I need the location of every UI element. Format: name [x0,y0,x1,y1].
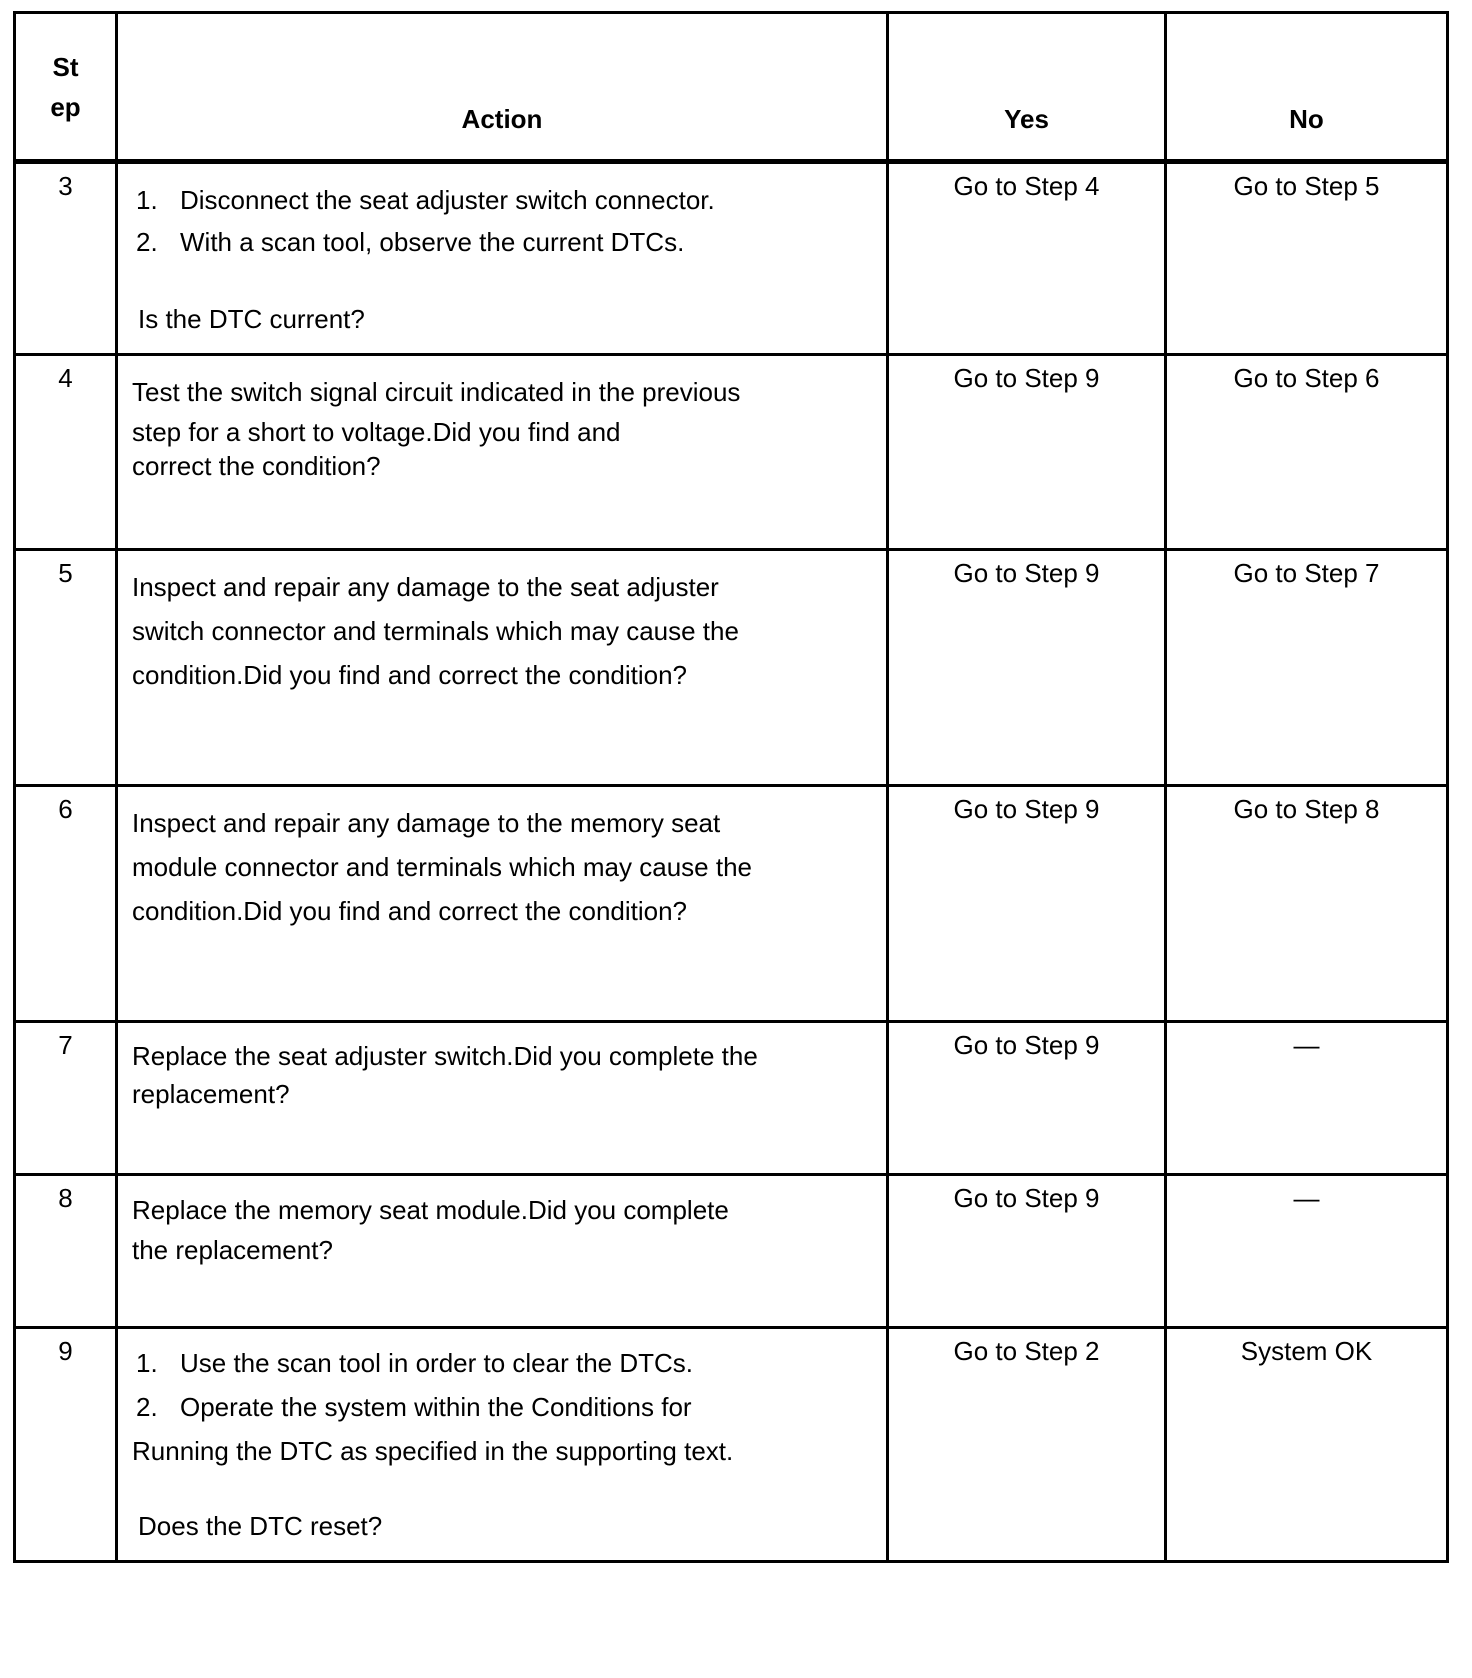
list-text: Operate the system within the Conditions for [180,1392,692,1422]
yes-cell [888,1175,1166,1328]
list-number: 1. [136,1348,158,1378]
action-cell [117,162,888,355]
table-row [15,786,1448,1022]
action-text-line: Inspect and repair any damage to the memory seat [132,808,721,838]
yes-result: Go to Step 9 [953,794,1100,824]
step-number: 9 [15,1328,117,1562]
action-question: Is the DTC current? [138,304,365,334]
yes-result: Go to Step 9 [953,363,1100,393]
no-result: — [1293,1030,1320,1060]
step-number: 4 [15,355,117,550]
no-column-header: No [1166,13,1448,162]
yes-column-header: Yes [888,13,1166,162]
action-text-line: Inspect and repair any damage to the seat adjuster [132,572,719,602]
list-number: 2. [136,227,158,257]
yes-cell [888,550,1166,786]
list-text: Use the scan tool in order to clear the DTCs. [180,1348,694,1378]
action-text-line: Running the DTC as specified in the supporting text. [132,1436,734,1466]
no-cell [1166,162,1448,355]
yes-result: Go to Step 9 [953,1030,1100,1060]
yes-result: Go to Step 4 [953,171,1100,201]
table-row [15,1328,1448,1562]
no-result: — [1293,1183,1320,1213]
list-text: Disconnect the seat adjuster switch connector. [180,185,715,215]
yes-cell [888,1022,1166,1175]
step-number: 7 [15,1022,117,1175]
table-row [15,550,1448,786]
step-number: 8 [15,1175,117,1328]
action-text-line: condition.Did you find and correct the condition? [132,660,688,690]
action-cell [117,1175,888,1328]
action-text-line: correct the condition? [132,451,381,481]
action-text-line: replacement? [132,1079,290,1109]
action-text-line: step for a short to voltage.Did you find and [132,417,621,447]
action-cell [117,550,888,786]
table-row [15,162,1448,355]
step-header-line-2: ep [50,91,81,122]
no-cell [1166,786,1448,1022]
no-cell [1166,1328,1448,1562]
list-item [132,1385,876,1429]
action-cell [117,355,888,550]
action-text-line: Replace the memory seat module.Did you complete [132,1195,729,1225]
step-number: 3 [15,162,117,355]
action-question: Does the DTC reset? [138,1511,383,1541]
action-text-line: Replace the seat adjuster switch.Did you complete the [132,1041,758,1071]
list-text: With a scan tool, observe the current DTCs. [180,227,685,257]
action-cell [117,786,888,1022]
action-text-line: condition.Did you find and correct the condition? [132,896,688,926]
action-column-header: Action [117,13,888,162]
list-item [132,220,876,264]
list-number: 2. [136,1392,158,1422]
no-result: Go to Step 7 [1233,558,1380,588]
list-number: 1. [136,185,158,215]
yes-result: Go to Step 9 [953,1183,1100,1213]
action-text-line: module connector and terminals which may cause the [132,852,752,882]
table-row [15,355,1448,550]
no-cell [1166,355,1448,550]
yes-cell [888,162,1166,355]
step-column-header [15,13,117,162]
no-cell [1166,550,1448,786]
no-cell [1166,1175,1448,1328]
diagnostic-table [13,11,1449,1563]
action-text-line: switch connector and terminals which may cause the [132,616,739,646]
yes-cell [888,1328,1166,1562]
list-item [132,178,876,222]
yes-cell [888,786,1166,1022]
list-item [132,1341,876,1385]
yes-result: Go to Step 9 [953,558,1100,588]
no-result: Go to Step 8 [1233,794,1380,824]
action-text-line: Test the switch signal circuit indicated in the previous [132,377,741,407]
action-cell [117,1328,888,1562]
no-cell [1166,1022,1448,1175]
yes-cell [888,355,1166,550]
no-result: Go to Step 6 [1233,363,1380,393]
no-result: Go to Step 5 [1233,171,1380,201]
table-row [15,1022,1448,1175]
step-header-line-1: St [52,51,79,82]
action-cell [117,1022,888,1175]
action-text-line: the replacement? [132,1235,333,1265]
header-row [15,13,1448,162]
step-number: 6 [15,786,117,1022]
step-number: 5 [15,550,117,786]
table-row [15,1175,1448,1328]
no-result: System OK [1240,1336,1373,1366]
yes-result: Go to Step 2 [953,1336,1100,1366]
